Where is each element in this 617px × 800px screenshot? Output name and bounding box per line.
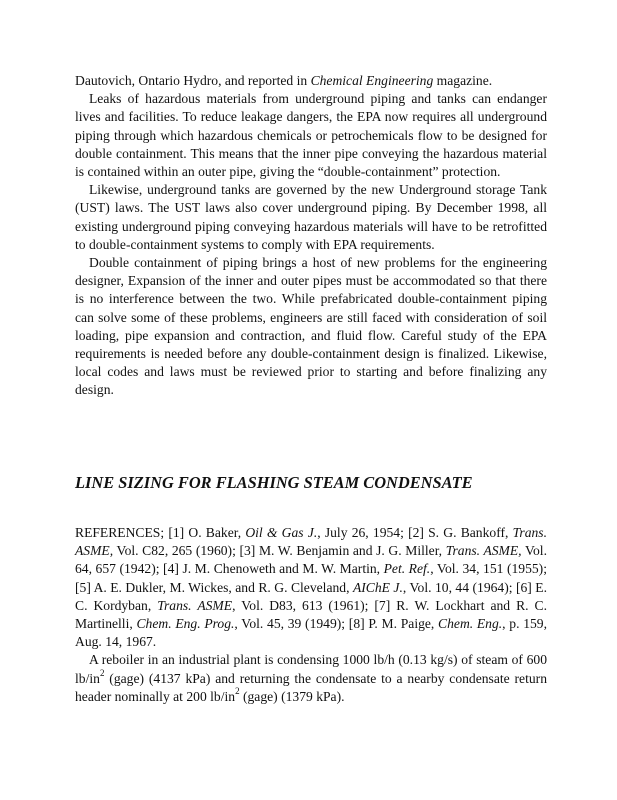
paragraph-reboiler [75, 651, 547, 706]
paragraph-text: A reboiler in an industrial plant is condensing 1000 lb/h (0.13 kg/s) of steam of 600 lb/in [75, 652, 547, 686]
superscript: 2 [235, 686, 240, 697]
paragraph-text: (gage) (1379 kPa). [239, 688, 345, 704]
ref-text: REFERENCES; [1] O. Baker, [75, 525, 246, 540]
ref-text: , July 26, 1954; [2] S. G. Bankoff, [317, 525, 513, 540]
ref-journal: Chem. Eng. [438, 616, 503, 632]
ref-journal: Pet. Ref. [383, 561, 431, 577]
ref-text: Vol. 64, 657 (1942); [4] J. M. Chenoweth and M. W. Martin, [75, 543, 547, 577]
journal-title: Chemical Engineering [310, 73, 434, 88]
ref-journal: Trans. ASME, [445, 543, 522, 559]
paragraph-continuation [75, 72, 547, 90]
paragraph-ust: Likewise, underground tanks are governed by the new Underground storage Tank (UST) laws. The UST laws also cover underground piping. By December 1998, all existing underground piping conveying hazardous materials will have to be retrofitted to double-containment systems to comply with EPA requirements. [75, 182, 547, 252]
references-block [75, 524, 547, 706]
ref-text: , p. 159, Aug. 14, 1967. [75, 616, 547, 650]
ref-text: Vol. C82, 265 (1960); [3] M. W. Benjamin and J. G. Miller, [113, 543, 446, 559]
ref-text: , Vol. 10, 44 (1964); [6] E. C. Kordyban, [75, 579, 547, 613]
ref-journal: Oil & Gas J. [245, 525, 318, 540]
references-paragraph [75, 524, 547, 651]
paragraph-text: magazine. [433, 73, 493, 88]
ref-journal: Trans. ASME [157, 597, 233, 613]
ref-journal: Trans. ASME, [75, 525, 547, 559]
paragraph-double-containment: Double containment of piping brings a host of new problems for the engineering designer, Expansion of the inner and outer pipes must be accommodated so that there is no interference between the two. While prefabricated double-containment piping can solve some of these problems, engineers are still faced with consideration of soil loading, pipe expansion and contraction, and fluid flow. Careful study of the EPA requirements is needed before any double-containment design is finalized. Likewise, local codes and laws must be reviewed prior to starting and before finalizing any design. [75, 255, 547, 398]
ref-journal: AIChE J. [352, 579, 403, 595]
superscript: 2 [99, 668, 105, 679]
paragraph-leaks: Leaks of hazardous materials from underground piping and tanks can endanger lives and facilities. To reduce leakage dangers, the EPA now requires all underground piping through which hazardous chemicals or petrochemicals flow to be designed for double containment. This means that the inner pipe conveying the hazardous material is contained within an outer pipe, giving the “double-containment” protection. [75, 91, 547, 180]
section-heading: LINE SIZING FOR FLASHING STEAM CONDENSATE [75, 473, 473, 492]
ref-text: , Vol. D83, 613 (1961); [7] R. W. Lockhart and R. C. Martinelli, [75, 597, 547, 632]
ref-journal: Chem. Eng. Prog. [136, 616, 235, 632]
body-text-block [75, 72, 547, 400]
paragraph-text: Dautovich, Ontario Hydro, and reported in [75, 73, 311, 88]
ref-text: , Vol. 34, 151 (1955); [5] A. E. Dukler, M. Wickes, and R. G. Cleveland, [75, 561, 547, 595]
paragraph-text: (gage) (4137 kPa) and returning the condensate to a nearby condensate return header nominally at 200 lb/in [75, 670, 547, 704]
ref-text: , Vol. 45, 39 (1949); [8] P. M. Paige, [234, 616, 439, 632]
